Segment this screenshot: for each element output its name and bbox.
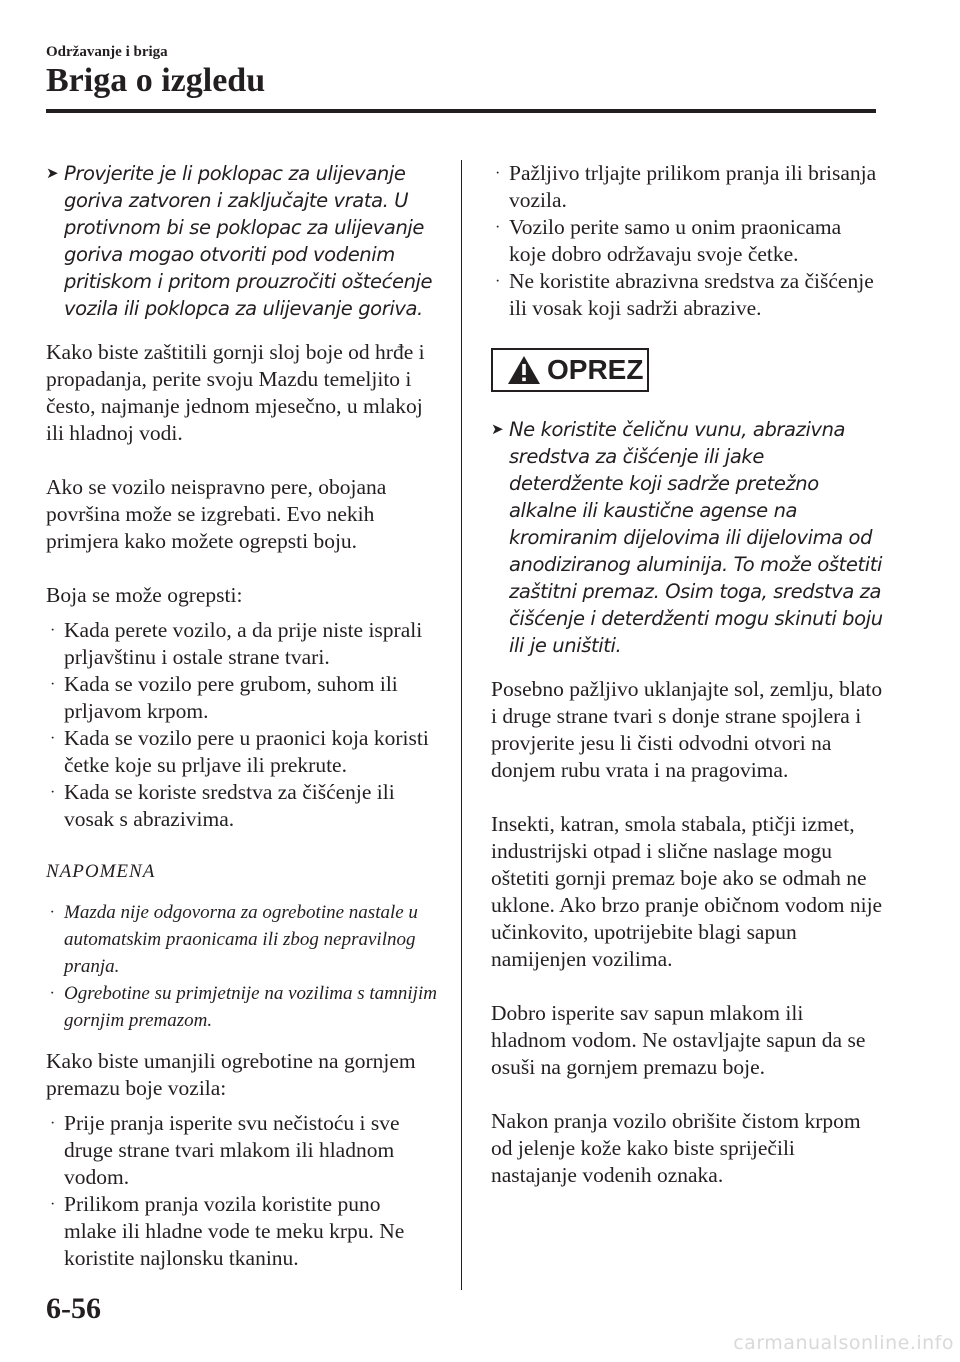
page-title: Briga o izgledu [46, 62, 266, 99]
column-divider [461, 160, 462, 1290]
list-item: · Kada se vozilo pere u praonici koja koristi četke koje su prljave ili prekrute. [50, 726, 429, 777]
caution-text: Ne koristite čeličnu vunu, abrazivna sredstva za čišćenje ili jake deterdžente koji sadrže pretežno alkalne ili kaustične agense na kromiranim dijelovima ili dijelovima od anodiziranog aluminija. To može oštetiti zaštitni premaz. Osim toga, sredstva za čišćenje i deterdženti mogu skinuti boju ili je uništiti. [509, 418, 883, 657]
note-list [46, 899, 438, 1034]
caution-item [491, 416, 883, 659]
title-rule [46, 109, 876, 113]
scratch-paragraph: Ako se vozilo neispravno pere, obojana površina može se izgrebati. Evo nekih primjera kako možete ogrepsti boju. [46, 475, 387, 553]
list-item: · Kada se vozilo pere grubom, suhom ili prljavom krpom. [50, 672, 398, 723]
washing-tips-list [491, 160, 883, 322]
page-number: 6-56 [46, 1292, 101, 1325]
list-item: · Prilikom pranja vozila koristite puno mlake ili hladne vode te meku krpu. Ne koristite najlonsku tkaninu. [50, 1192, 405, 1270]
note-heading: NAPOMENA [46, 861, 156, 882]
minimize-scratches-paragraph: Kako biste umanjili ogrebotine na gornjem premazu boje vozila: [46, 1049, 416, 1100]
left-column [46, 160, 438, 1272]
scratch-causes-list [46, 617, 438, 833]
section-label: Održavanje i briga [46, 44, 168, 60]
minimize-scratches-list [46, 1110, 438, 1272]
arrow-right-icon: ➤ [46, 164, 59, 182]
list-item: · Kada perete vozilo, a da prije niste isprali prljavštinu i ostale strane tvari. [50, 618, 423, 669]
list-item: · Kada se koriste sredstva za čišćenje ili vosak s abrazivima. [50, 780, 395, 831]
right-column [491, 160, 883, 1189]
list-item: · Prije pranja isperite svu nečistoću i sve druge strane tvari mlakom ili hladnom vodom. [50, 1111, 400, 1189]
scratch-causes-heading: Boja se može ogrepsti: [46, 583, 243, 607]
intro-paragraph: Kako biste zaštitili gornji sloj boje od hrđe i propadanja, perite svoju Mazdu temeljito i često, najmanje jednom mjesečno, u mlakoj ili hladnoj vodi. [46, 340, 425, 445]
fuel-lid-warning-text: Provjerite je li poklopac za ulijevanje goriva zatvoren i zaključajte vrata. U protivnom bi se poklopac za ulijevanje goriva mogao otvoriti pod vodenim pritiskom i pritom prouzročiti oštećenje vozila ili poklopca za ulijevanje goriva. [64, 162, 433, 320]
arrow-right-icon: ➤ [491, 420, 504, 438]
list-item: · Ogrebotine su primjetnije na vozilima s tamnijim gornjim premazom. [50, 983, 437, 1031]
warning-triangle-icon [507, 355, 541, 385]
insects-paragraph: Insekti, katran, smola stabala, ptičji izmet, industrijski otpad i slične naslage mogu oštetiti gornji premaz boje ako se odmah ne uklone. Ako brzo pranje običnom vodom nije učinkovito, upotrijebite blagi sapun namijenjen vozilima. [491, 812, 883, 971]
list-item: · Pažljivo trljajte prilikom pranja ili brisanja vozila. [495, 161, 877, 212]
watermark: carmanualsonline.info [733, 1332, 954, 1354]
rinse-paragraph: Dobro isperite sav sapun mlakom ili hladnom vodom. Ne ostavljajte sapun da se osuši na gornjem premazu boje. [491, 1001, 866, 1079]
chamois-paragraph: Nakon pranja vozilo obrišite čistom krpom od jelenje kože kako biste spriječili nastajanje vodenih oznaka. [491, 1109, 861, 1187]
underbody-paragraph: Posebno pažljivo uklanjajte sol, zemlju, blato i druge strane tvari s donje strane spojlera i provjerite jesu li čisti odvodni otvori na donjem rubu vrata i na pragovima. [491, 677, 883, 782]
fuel-lid-warning [46, 160, 438, 322]
list-item: · Ne koristite abrazivna sredstva za čišćenje ili vosak koji sadrži abrazive. [495, 269, 874, 320]
list-item: · Mazda nije odgovorna za ogrebotine nastale u automatskim praonicama ili zbog nepravilnog pranja. [50, 902, 418, 977]
caution-label: OPREZ [547, 354, 644, 385]
caution-box [491, 348, 649, 392]
list-item: · Vozilo perite samo u onim praonicama koje dobro održavaju svoje četke. [495, 215, 842, 266]
